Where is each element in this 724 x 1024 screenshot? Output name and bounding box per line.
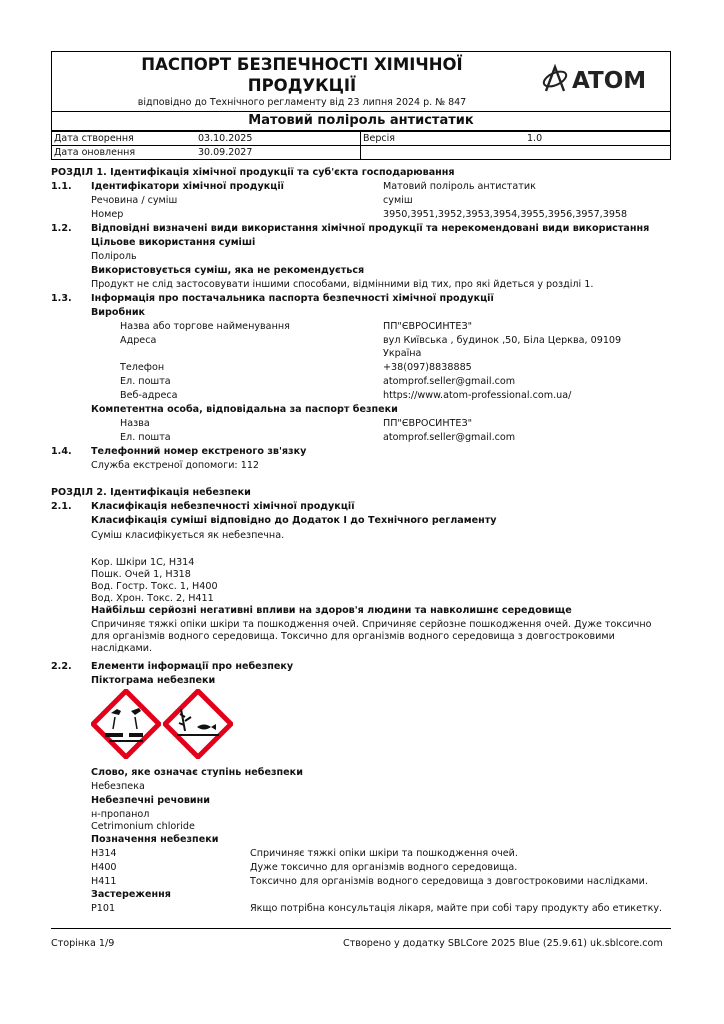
s22-title: Елементи інформації про небезпеку <box>91 661 294 672</box>
notrec-heading: Використовується суміш, яка не рекомендується <box>91 265 365 276</box>
updated-value: 30.09.2027 <box>196 146 361 160</box>
web-value: https://www.atom-professional.com.ua/ <box>383 390 572 401</box>
subst-2: Cetrimonium chloride <box>91 821 195 832</box>
signal-heading: Слово, яке означає ступінь небезпеки <box>91 767 303 778</box>
class-item: Вод. Гостр. Токс. 1, H400 <box>91 581 218 592</box>
address-value: вул Київська , будинок ,50, Біла Церква, 09109 <box>383 335 622 346</box>
table-row <box>52 132 671 146</box>
footer-page-number: Сторінка 1/9 <box>51 938 115 949</box>
use-heading: Цільове використання суміші <box>91 237 256 248</box>
comp-email-label: Ел. пошта <box>120 432 171 443</box>
empty-cell <box>361 146 526 160</box>
atom-logo-icon <box>542 63 668 93</box>
s13-title: Інформація про постачальника паспорта безпечності хімічної продукції <box>91 293 494 304</box>
emergency-value: Служба екстреної допомоги: 112 <box>91 460 260 471</box>
competent-heading: Компетентна особа, відповідальна за паспорт безпеки <box>91 404 398 415</box>
number-label: Номер <box>91 209 124 220</box>
document-subtitle: відповідно до Технічного регламенту від 23 липня 2024 р. № 847 <box>137 97 467 108</box>
updated-label: Дата оновлення <box>52 146 197 160</box>
effects-text: Спричиняє тяжкі опіки шкіри та пошкодження очей. Спричиняє серйозне пошкодження очей. Дуже токсично для організмів водного середовища. Токсично для організмів водного середовища з довгостроковими наслідками. <box>91 619 652 654</box>
class-item: Вод. Хрон. Токс. 2, H411 <box>91 593 214 604</box>
precaution-heading: Застереження <box>91 889 171 900</box>
s14-number: 1.4. <box>51 446 72 457</box>
footer-created-with: Створено у додатку SBLCore 2025 Blue (25.9.61) uk.sblcore.com <box>343 938 663 949</box>
signal-value: Небезпека <box>91 781 145 792</box>
hazard-text: Спричиняє тяжкі опіки шкіри та пошкодження очей. <box>250 848 518 859</box>
hazard-text: Токсично для організмів водного середовища з довгостроковими наслідками. <box>250 876 648 887</box>
version-value: 1.0 <box>525 132 671 146</box>
type-value: суміш <box>383 195 413 206</box>
email-label: Ел. пошта <box>120 376 171 387</box>
comp-name-label: Назва <box>120 418 150 429</box>
section-2-title: РОЗДІЛ 2. Ідентифікація небезпеки <box>51 487 251 498</box>
empty-cell <box>525 146 671 160</box>
hazard-code: H411 <box>91 876 117 887</box>
classif-heading: Класифікація суміші відповідно до Додаток I до Технічного регламенту <box>91 515 497 526</box>
picto-heading: Піктограма небезпеки <box>91 675 216 686</box>
document-title <box>52 54 552 96</box>
metadata-table <box>51 131 671 160</box>
logo-text: ATOM <box>572 68 647 93</box>
precaution-code: P101 <box>91 903 116 914</box>
table-row <box>52 146 671 160</box>
precaution-text: Якщо потрібна консультація лікаря, майте при собі тару продукту або етикетку. <box>250 903 663 914</box>
maker-name-label: Назва або торгове найменування <box>120 321 290 332</box>
s11-title: Ідентифікатори хімічної продукції <box>91 181 284 192</box>
s11-value: Матовий поліроль антистатик <box>383 181 536 192</box>
hazard-code: H314 <box>91 848 117 859</box>
email-value: atomprof.seller@gmail.com <box>383 376 516 387</box>
created-value: 03.10.2025 <box>196 132 361 146</box>
use-value: Поліроль <box>91 251 137 262</box>
section-1-title: РОЗДІЛ 1. Ідентифікація хімічної продукції та суб'єкта господарювання <box>51 167 455 178</box>
footer-divider <box>51 928 671 929</box>
corrosion-icon <box>91 689 161 759</box>
notrec-value: Продукт не слід застосовувати іншими способами, відмінними від тих, про які йдеться у розділі 1. <box>91 279 594 290</box>
address-country: Україна <box>383 348 422 359</box>
s21-title: Класифікація небезпечності хімічної продукції <box>91 501 355 512</box>
phone-value: +38(097)8838885 <box>383 362 472 373</box>
number-value: 3950,3951,3952,3953,3954,3955,3956,3957,3958 <box>383 209 628 220</box>
address-label: Адреса <box>120 335 157 346</box>
title-line-2: ПРОДУКЦІЇ <box>247 76 357 95</box>
effects-heading: Найбільш серйозні негативні впливи на здоров'я людини та навколишнє середовище <box>91 605 572 616</box>
atom-logo <box>542 63 668 93</box>
subst-heading: Небезпечні речовини <box>91 795 210 806</box>
title-line-1: ПАСПОРТ БЕЗПЕЧНОСТІ ХІМІЧНОЇ <box>141 55 463 74</box>
s12-title: Відповідні визначені види використання хімічної продукції та нерекомендовані види використання <box>91 223 650 234</box>
maker-heading: Виробник <box>91 307 146 318</box>
subst-1: н-пропанол <box>91 809 150 820</box>
phone-label: Телефон <box>120 362 165 373</box>
maker-name-value: ПП"ЄВРОСИНТЕЗ" <box>383 321 473 332</box>
hazard-text: Дуже токсично для організмів водного середовища. <box>250 862 518 873</box>
s14-title: Телефонний номер екстреного зв'язку <box>91 446 307 457</box>
s12-number: 1.2. <box>51 223 72 234</box>
environment-icon <box>163 689 233 759</box>
web-label: Веб-адреса <box>120 390 178 401</box>
document-header <box>51 51 671 111</box>
classif-text: Суміш класифікується як небезпечна. <box>91 530 285 541</box>
s22-number: 2.2. <box>51 661 72 672</box>
comp-email-value: atomprof.seller@gmail.com <box>383 432 516 443</box>
product-name: Матовий поліроль антистатик <box>51 111 671 131</box>
class-item: Пошк. Очей 1, H318 <box>91 569 191 580</box>
hazard-heading: Позначення небезпеки <box>91 834 219 845</box>
comp-name-value: ПП"ЄВРОСИНТЕЗ" <box>383 418 473 429</box>
type-label: Речовина / суміш <box>91 195 178 206</box>
created-label: Дата створення <box>52 132 197 146</box>
s11-number: 1.1. <box>51 181 72 192</box>
class-item: Кор. Шкіри 1C, H314 <box>91 557 195 568</box>
s21-number: 2.1. <box>51 501 72 512</box>
version-label: Версія <box>361 132 526 146</box>
hazard-code: H400 <box>91 862 117 873</box>
s13-number: 1.3. <box>51 293 72 304</box>
